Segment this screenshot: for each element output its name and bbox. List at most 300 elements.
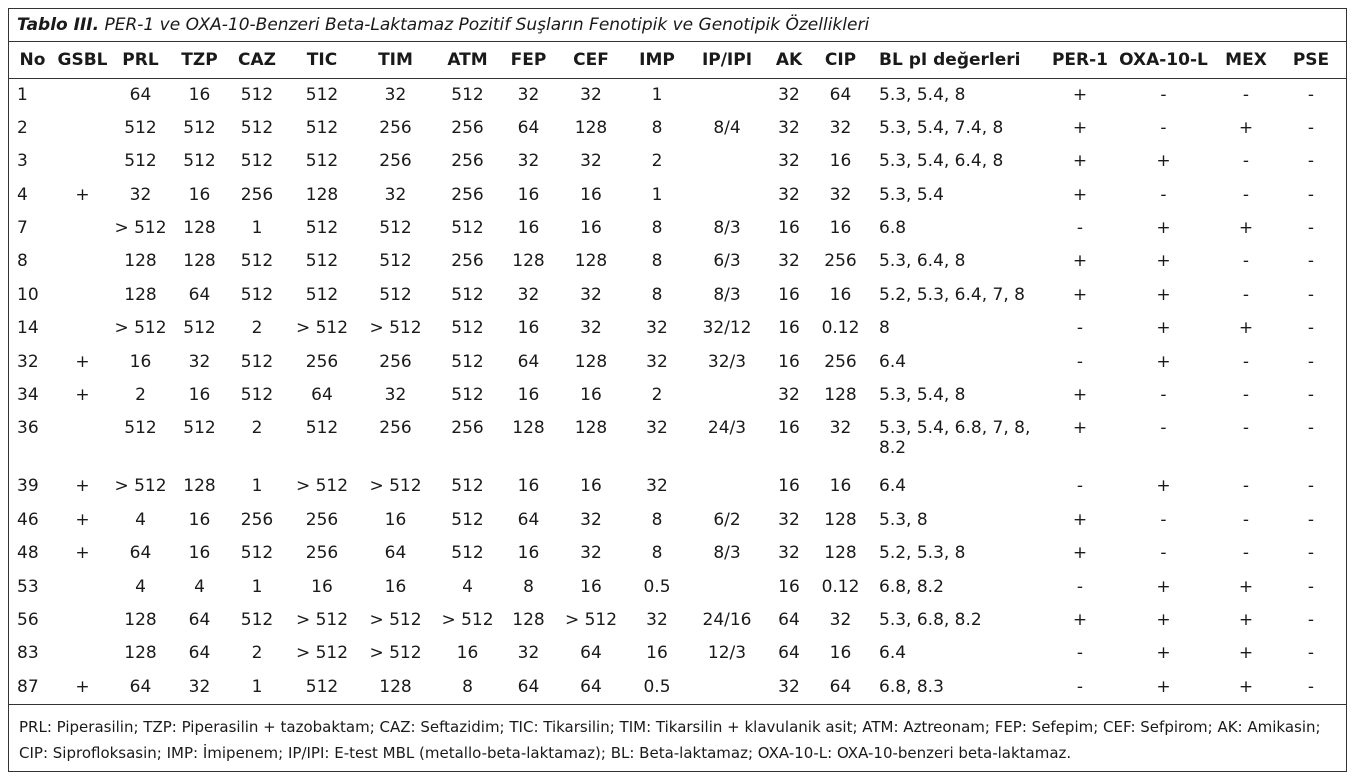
table-cell: - [1307,318,1315,339]
table-cell: 1 [17,85,28,105]
table-cell: 8/4 [713,117,741,138]
table-cell: 512 [240,151,274,172]
table-cell: 128 [183,476,216,497]
table-cell: 16 [778,351,800,372]
table-cell: 32 [384,85,407,105]
table-cell: 64 [129,543,152,564]
caption-title: PER-1 ve OXA-10-Benzeri Beta-Laktamaz Pozitif Suşların Fenotipik ve Genotipik Özellikleri [104,15,870,35]
table-cell: 16 [517,543,540,564]
table-cell: - [1242,543,1250,564]
table-cell: 32 [829,418,852,439]
table-cell: - [1307,351,1315,372]
table-cell [688,179,766,212]
table-cell: 256 [451,184,484,205]
table-cell: 8 [17,251,28,272]
table-cell: 128 [124,284,157,305]
table-cell [688,79,766,112]
table-cell: 16 [829,643,852,664]
table-cell: + [1156,218,1171,239]
table-cell: 16 [188,543,211,564]
table-cell: 5.3, 5.4, 7.4, 8 [879,117,1004,138]
table-cell: 512 [451,218,484,239]
table-cell: 32 [778,509,800,530]
table-cell: > 512 [295,643,349,664]
table-cell: 32 [580,151,602,172]
table-cell: 512 [240,284,274,305]
table-cell: 4 [17,184,28,205]
table-cell: + [1156,609,1171,630]
table-cell: 256 [451,151,484,172]
table-row [9,179,1346,212]
table-cell: 128 [305,184,339,205]
table-cell: 256 [451,251,484,272]
table-cell: 512 [305,151,339,172]
table-cell: 32 [517,643,540,664]
table-cell: 32 [646,609,668,630]
table-cell: + [1238,643,1254,664]
column-header: CEF [556,42,626,79]
table-cell: - [1242,418,1250,439]
table-cell: + [75,676,90,697]
table-cell: 128 [512,251,545,272]
table-cell: 256 [379,117,412,138]
table-cell: 14 [17,318,39,339]
table-cell: 32 [188,351,211,372]
table-cell [56,571,109,604]
table-cell: - [1307,385,1315,406]
table-cell: - [1307,284,1315,305]
table-cell: - [1160,85,1167,105]
column-header: CAZ [227,42,287,79]
table-cell: 256 [451,418,484,439]
table-cell: - [1076,576,1084,597]
table-cell: 16 [778,284,800,305]
table-cell: 16 [384,509,407,530]
table-cell: 16 [517,218,540,239]
table-row [9,145,1346,178]
column-header: AK [766,42,812,79]
table-cell: - [1160,543,1167,564]
table-cell: - [1307,117,1315,138]
table-cell: 16 [778,576,800,597]
table-cell: 512 [451,318,484,339]
table-cell: - [1160,418,1167,439]
column-header: TZP [172,42,227,79]
table-row [9,537,1346,570]
table-cell: 64 [188,609,211,630]
table-cell: + [75,184,90,205]
table-cell: + [1072,251,1088,272]
table-cell: + [1156,643,1171,664]
table-cell: 32 [829,609,852,630]
table-cell: - [1242,85,1250,105]
table-cell: 128 [183,251,216,272]
table-cell: 6/3 [713,251,741,272]
column-header: BL pI değerleri [869,42,1049,79]
table-cell: 512 [183,151,216,172]
table-cell: 16 [311,576,333,597]
table-cell: > 512 [114,218,167,239]
table-cell: - [1242,509,1250,530]
table-cell: - [1076,218,1084,239]
table-cell: - [1307,476,1315,497]
table-cell: 128 [124,643,157,664]
table-cell: 16 [580,385,602,406]
table-cell: 3 [17,151,28,172]
table-cell: 8 [523,576,534,597]
table-cell: 8 [651,251,663,272]
table-cell: 16 [829,218,852,239]
table-cell: 512 [451,351,484,372]
table-cell: 512 [240,117,274,138]
table-cell: 32/12 [702,318,752,339]
table-cell: + [1072,117,1088,138]
table-cell [688,379,766,412]
table-cell: 32 [778,385,800,406]
table-row [9,412,1346,470]
header-row [9,42,1346,79]
table-cell: 6.8, 8.3 [879,676,944,697]
table-cell: 256 [379,351,412,372]
table-cell: > 512 [369,609,422,630]
table-cell: 64 [580,676,602,697]
table-cell: 32 [580,284,602,305]
table-cell: - [1160,117,1167,138]
table-cell [56,145,109,178]
table-cell: > 512 [295,318,349,339]
table-cell: 16 [188,184,211,205]
table-cell: 16 [778,418,800,439]
table-cell: 512 [451,509,484,530]
table-cell: + [1156,476,1171,497]
table-cell: - [1076,351,1084,372]
table-cell [56,412,109,470]
table-cell: 2 [17,117,28,138]
table-cell: - [1160,385,1167,406]
table-cell: + [1238,676,1254,697]
column-header: MEX [1216,42,1276,79]
table-cell: + [1156,576,1171,597]
table-cell: + [1238,318,1254,339]
table-cell: 2 [251,418,263,439]
table-cell: 64 [188,284,211,305]
table-cell: - [1160,509,1167,530]
table-cell: 16 [129,351,152,372]
table-cell: 16 [384,576,407,597]
table-cell: 512 [451,476,484,497]
table-cell: 32 [129,184,152,205]
table-row [9,312,1346,345]
table-cell: 5.3, 5.4, 6.8, 7, 8, 8.2 [879,418,1031,459]
table-cell: 512 [451,85,484,105]
table-cell: 32 [646,351,668,372]
table-cell: 32 [778,151,800,172]
column-header: IMP [626,42,688,79]
column-header: GSBL [56,42,109,79]
table-cell: 32 [580,85,602,105]
table-cell: 53 [17,576,39,597]
table-cell [56,212,109,245]
table-cell: 4 [194,576,205,597]
table-cell: + [1072,151,1088,172]
table-cell: 64 [517,676,540,697]
table-cell: 512 [305,117,339,138]
table-cell: 2 [135,385,146,406]
table-cell: 64 [517,351,540,372]
table-cell: 24/3 [707,418,747,439]
table-cell: 83 [17,643,39,664]
table-cell: + [75,385,90,406]
table-cell: 0.12 [821,576,860,597]
table-cell: 512 [305,284,339,305]
table-cell: 64 [829,676,852,697]
table-cell: 1 [251,576,263,597]
table-row [9,470,1346,503]
table-cell: 32 [778,543,800,564]
table-cell: 128 [574,351,608,372]
table-cell: 16 [778,318,800,339]
table-cell: 1 [651,85,663,105]
table-cell: 8 [651,218,663,239]
table-cell: 256 [240,184,274,205]
table-cell: 12/3 [707,643,747,664]
table-cell: 32 [778,184,800,205]
table-cell: 4 [462,576,473,597]
table-cell: - [1307,676,1315,697]
table-cell: 32 [646,418,668,439]
table-cell: 64 [311,385,333,406]
table-cell: 128 [379,676,412,697]
table-cell: 32 [778,117,800,138]
table-cell: 512 [379,284,412,305]
table-cell: 5.3, 5.4, 8 [879,85,966,105]
table-cell: 64 [829,85,852,105]
table-cell: - [1307,151,1315,172]
table-cell: 512 [451,284,484,305]
table-cell: 16 [829,151,852,172]
column-header: CIP [812,42,869,79]
table-cell: 6.4 [879,476,907,497]
column-header: FEP [501,42,556,79]
table-cell: 8 [651,284,663,305]
table-cell: 512 [240,351,274,372]
table-cell: + [75,543,90,564]
column-header: ATM [434,42,501,79]
table-cell [56,312,109,345]
table-cell: 6.8, 8.2 [879,576,944,597]
table-cell [56,279,109,312]
table-cell: > 512 [114,476,167,497]
table-cell: 64 [384,543,407,564]
column-header: OXA-10-L [1111,42,1216,79]
table-cell: 16 [188,385,211,406]
table-row [9,79,1346,112]
table-cell: 0.5 [643,676,671,697]
table-cell: 6.4 [879,351,907,372]
table-cell: 128 [824,543,857,564]
table-cell: > 512 [295,609,349,630]
table-frame [8,8,1347,772]
table-cell: > 512 [369,476,422,497]
table-cell: 512 [124,151,157,172]
table-cell: 16 [646,643,668,664]
table-cell: + [1072,184,1088,205]
table-footnote: PRL: Piperasilin; TZP: Piperasilin + tazobaktam; CAZ: Seftazidim; TIC: Tikarsilin; TIM: Tikarsilin + klavulanik asit; ATM: Aztreonam; FEP: Sefepim; CEF: Sefpirom; AK: Amikasin; CIP: Siprofloksasin; IMP: İmipenem; IP/IPI: E-test MBL (metallo-beta-laktamaz); BL: Beta-laktamaz; OXA-10-L: OXA-10-benzeri beta-laktamaz. [9,704,1346,766]
table-cell: 128 [512,418,545,439]
table-cell: 6.4 [879,643,907,664]
table-cell: 512 [379,251,412,272]
table-cell: 16 [517,385,540,406]
table-row [9,604,1346,637]
table-cell: + [1072,609,1088,630]
table-cell: 0.12 [821,318,860,339]
table-cell: 16 [580,576,602,597]
data-table [9,42,1346,704]
table-cell: 32/3 [707,351,747,372]
table-cell: 16 [778,218,800,239]
table-cell: 512 [451,543,484,564]
table-cell: 32 [384,385,407,406]
table-cell [688,571,766,604]
table-cell: 2 [251,643,263,664]
table-cell: - [1242,476,1250,497]
table-cell: 87 [17,676,39,697]
table-cell: 1 [651,184,663,205]
table-cell: 8 [879,318,890,339]
table-cell: + [1238,117,1254,138]
table-cell [56,245,109,278]
table-cell: 10 [17,284,39,305]
column-header: PSE [1276,42,1346,79]
table-cell: 34 [17,385,39,406]
table-cell: 512 [240,251,274,272]
table-cell: 46 [17,509,39,530]
table-cell: 512 [183,318,216,339]
table-cell: + [1072,284,1088,305]
table-cell: 32 [646,476,668,497]
table-cell: 5.2, 5.3, 8 [879,543,966,564]
table-cell: 16 [580,218,602,239]
table-cell: - [1076,676,1084,697]
table-cell [688,470,766,503]
table-cell: + [75,509,90,530]
table-cell [56,604,109,637]
table-cell: 5.3, 5.4, 8 [879,385,966,406]
table-cell: + [1156,351,1171,372]
table-cell: 32 [580,509,602,530]
table-cell: + [1156,151,1171,172]
table-cell: 16 [829,284,852,305]
table-cell: 256 [240,509,274,530]
table-row [9,504,1346,537]
table-row [9,346,1346,379]
table-row [9,279,1346,312]
table-cell: - [1307,543,1315,564]
table-cell: 0.5 [643,576,671,597]
table-cell: 2 [651,385,663,406]
table-cell: 64 [188,643,211,664]
table-cell: 56 [17,609,39,630]
table-cell: 16 [580,476,602,497]
table-cell [688,145,766,178]
table-cell: 128 [124,609,157,630]
table-cell: - [1307,85,1315,105]
table-cell: 512 [183,418,216,439]
table-cell: - [1242,251,1250,272]
table-cell: 32 [188,676,211,697]
table-cell [56,79,109,112]
table-cell: 256 [305,543,339,564]
table-cell: 16 [517,476,540,497]
table-cell [688,671,766,704]
table-cell: 256 [379,418,412,439]
table-cell: - [1307,609,1315,630]
table-row [9,112,1346,145]
table-cell: 8 [462,676,473,697]
table-cell: 512 [240,85,274,105]
table-cell: 39 [17,476,39,497]
table-cell: 16 [456,643,479,664]
table-row [9,637,1346,670]
table-cell: - [1160,184,1167,205]
table-cell: 8 [651,117,663,138]
table-row [9,379,1346,412]
table-cell: + [1072,418,1088,439]
table-cell: 8 [651,509,663,530]
table-cell: 16 [517,184,540,205]
table-cell: + [1156,251,1171,272]
table-cell: - [1307,418,1315,439]
table-cell: 8/3 [713,218,741,239]
table-cell: + [1072,509,1088,530]
table-cell: 16 [188,85,211,105]
table-cell: + [1156,284,1171,305]
table-cell: 512 [305,85,339,105]
table-cell: > 512 [369,643,422,664]
table-cell: - [1242,284,1250,305]
table-cell: - [1307,251,1315,272]
table-cell: 7 [17,218,28,239]
table-cell: 24/16 [702,609,752,630]
table-cell: 256 [824,351,857,372]
table-cell: 5.3, 8 [879,509,928,530]
table-cell: 64 [778,609,800,630]
table-cell: 16 [829,476,852,497]
table-cell: 64 [778,643,800,664]
table-cell: 512 [240,385,274,406]
table-row [9,671,1346,704]
table-cell: 5.3, 5.4 [879,184,944,205]
table-caption [9,9,1346,42]
table-cell: 32 [384,184,407,205]
table-cell: 512 [379,218,412,239]
table-cell: + [1156,676,1171,697]
table-cell: 64 [517,117,540,138]
table-cell: 6/2 [713,509,741,530]
table-cell: 48 [17,543,39,564]
table-cell: - [1076,318,1084,339]
table-cell: 2 [251,318,263,339]
table-cell: + [1238,609,1254,630]
table-cell: 512 [305,251,339,272]
column-header: PRL [109,42,172,79]
table-cell: 32 [778,85,800,105]
column-header: TIM [357,42,434,79]
table-cell: > 512 [564,609,618,630]
table-cell: 8/3 [713,284,741,305]
table-cell: + [1238,218,1254,239]
table-cell: 4 [135,576,146,597]
